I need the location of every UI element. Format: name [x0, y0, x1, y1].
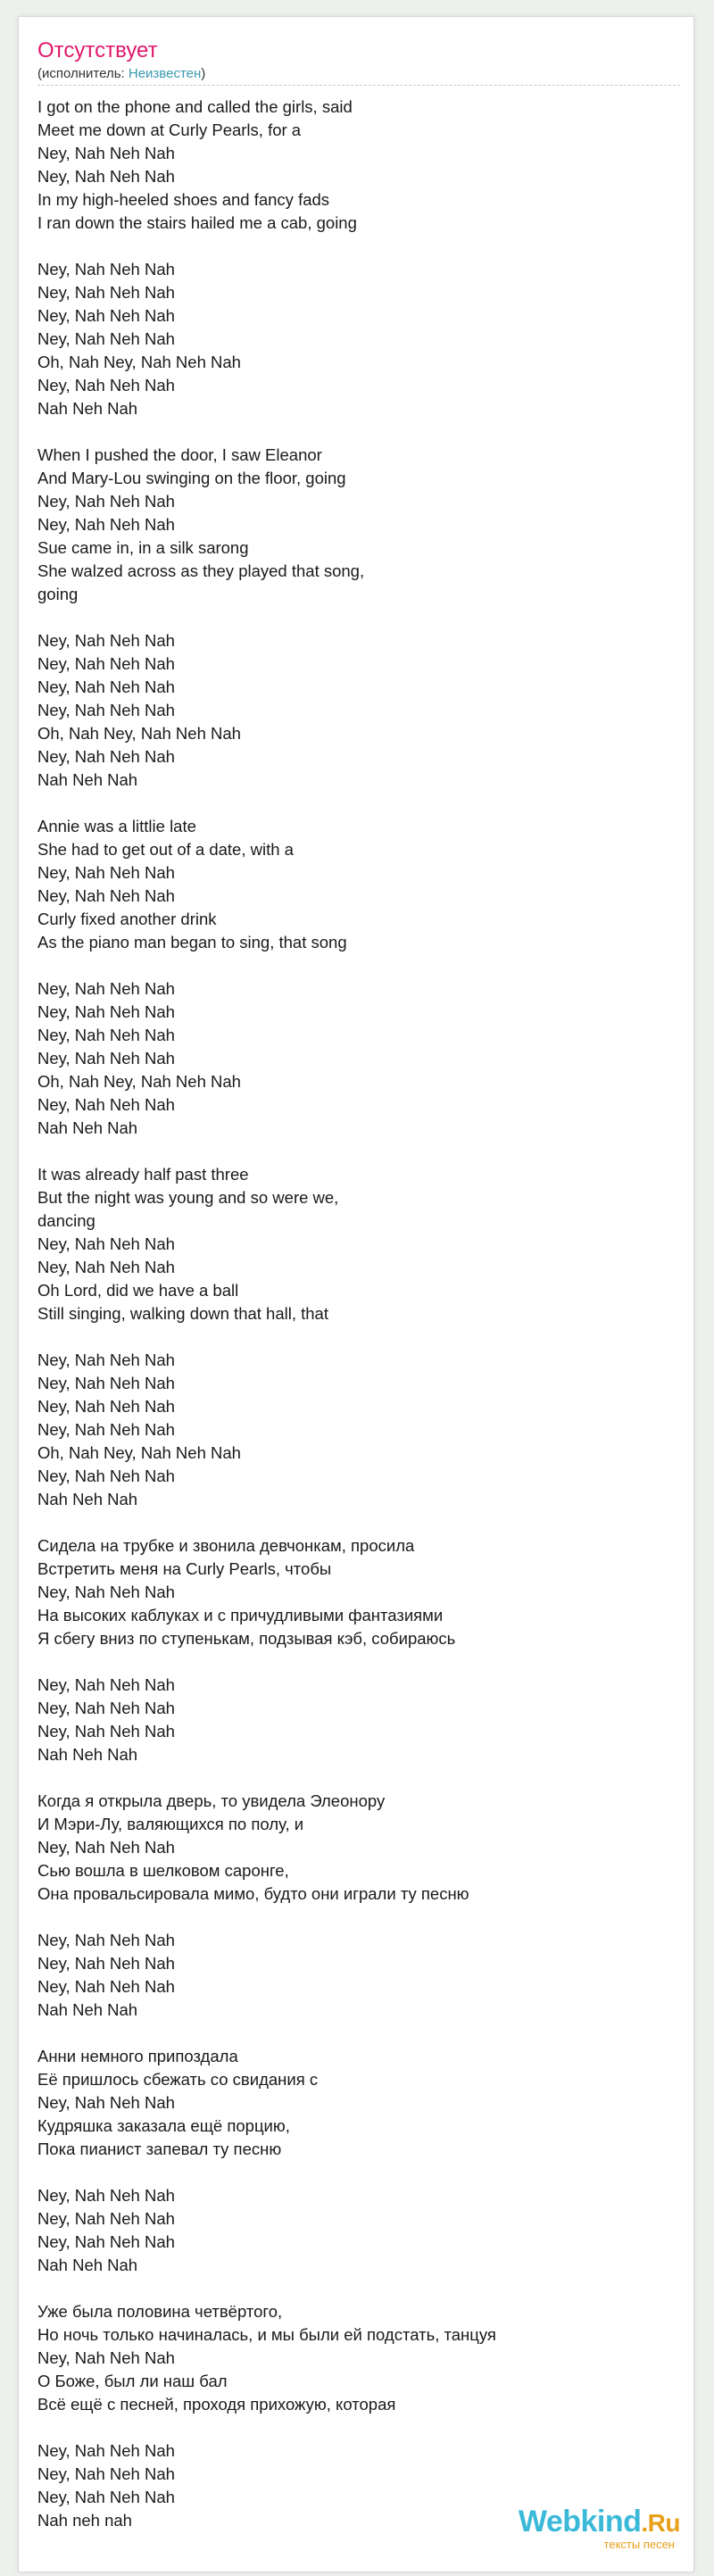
- lyric-line: Я сбегу вниз по ступенькам, подзывая кэб, собираюсь: [37, 1629, 456, 1648]
- lyric-line: Ney, Nah Neh Nah: [37, 631, 175, 650]
- lyric-line: Sue came in, in a silk sarong: [37, 538, 249, 557]
- lyric-line: Ney, Nah Neh Nah: [37, 515, 175, 534]
- stanza-break: [37, 235, 680, 258]
- lyric-line: Ney, Nah Neh Nah: [37, 1026, 175, 1044]
- lyric-line: But the night was young and so were we,: [37, 1188, 339, 1207]
- lyric-line: Ney, Nah Neh Nah: [37, 747, 175, 766]
- logo-tld: .Ru: [641, 2509, 680, 2537]
- lyric-line: I got on the phone and called the girls, said: [37, 97, 353, 116]
- artist-link[interactable]: Неизвестен: [128, 66, 202, 81]
- lyric-line: As the piano man began to sing, that song: [37, 933, 347, 951]
- lyric-line: Ney, Nah Neh Nah: [37, 1583, 175, 1601]
- stanza-break: [37, 1140, 680, 1163]
- stanza-break: [37, 1650, 680, 1674]
- lyric-line: She walzed across as they played that song,: [37, 561, 365, 580]
- lyric-line: Она провальсировала мимо, будто они играли ту песню: [37, 1884, 469, 1903]
- lyric-line: Ney, Nah Neh Nah: [37, 376, 175, 395]
- lyric-line: Ney, Nah Neh Nah: [37, 2348, 175, 2367]
- lyrics-page: [18, 16, 694, 2572]
- lyric-line: Когда я открыла дверь, то увидела Элеонору: [37, 1791, 386, 1810]
- lyric-line: Ney, Nah Neh Nah: [37, 979, 175, 998]
- lyric-line: Oh, Nah Ney, Nah Neh Nah: [37, 1443, 241, 1462]
- lyric-line: Ney, Nah Neh Nah: [37, 2186, 175, 2205]
- lyric-line: Ney, Nah Neh Nah: [37, 677, 175, 696]
- stanza-break: [37, 792, 680, 815]
- lyric-line: Ney, Nah Neh Nah: [37, 1699, 175, 1717]
- lyric-line: Ney, Nah Neh Nah: [37, 1954, 175, 1973]
- lyric-line: Ney, Nah Neh Nah: [37, 492, 175, 511]
- lyric-line: И Мэри-Лу, валяющихся по полу, и: [37, 1815, 304, 1833]
- lyric-line: Уже была половина четвёртого,: [37, 2302, 283, 2321]
- lyric-line: Meet me down at Curly Pearls, for a: [37, 120, 302, 139]
- lyric-line: Ney, Nah Neh Nah: [37, 2232, 175, 2251]
- lyric-line: When I pushed the door, I saw Eleanor: [37, 445, 322, 464]
- lyric-line: Ney, Nah Neh Nah: [37, 1049, 175, 1068]
- lyric-line: Ney, Nah Neh Nah: [37, 863, 175, 882]
- lyric-line: Ney, Nah Neh Nah: [37, 701, 175, 719]
- lyric-line: Nah Neh Nah: [37, 1745, 138, 1764]
- lyric-line: Ney, Nah Neh Nah: [37, 260, 175, 278]
- lyric-line: Ney, Nah Neh Nah: [37, 1722, 175, 1741]
- lyric-line: Ney, Nah Neh Nah: [37, 1397, 175, 1416]
- lyric-line: Ney, Nah Neh Nah: [37, 1467, 175, 1485]
- song-title: Отсутствует: [37, 38, 158, 62]
- lyric-line: Сью вошла в шелковом саронге,: [37, 1861, 289, 1880]
- logo-tagline: тексты песен: [603, 2538, 675, 2551]
- lyric-line: Ney, Nah Neh Nah: [37, 1675, 175, 1694]
- lyric-line: Встретить меня на Curly Pearls, чтобы: [37, 1559, 332, 1578]
- lyric-line: Still singing, walking down that hall, that: [37, 1304, 328, 1323]
- site-logo[interactable]: [502, 2506, 680, 2550]
- lyric-line: Всё ещё с песней, проходя прихожую, которая: [37, 2395, 396, 2414]
- logo-wordmark: [502, 2506, 680, 2537]
- lyric-line: Ney, Nah Neh Nah: [37, 283, 175, 302]
- lyric-line: Ney, Nah Neh Nah: [37, 1374, 175, 1392]
- lyric-line: Curly fixed another drink: [37, 910, 217, 928]
- lyric-line: Ney, Nah Neh Nah: [37, 1838, 175, 1857]
- lyric-line: Анни немного припоздала: [37, 2047, 238, 2065]
- lyric-line: На высоких каблуках и с причудливыми фантазиями: [37, 1606, 444, 1625]
- lyric-line: Ney, Nah Neh Nah: [37, 1095, 175, 1114]
- stanza-break: [37, 1906, 680, 1929]
- lyric-line: Ney, Nah Neh Nah: [37, 886, 175, 905]
- lyric-line: Ney, Nah Neh Nah: [37, 144, 175, 162]
- artist-line: [37, 66, 205, 82]
- lyric-line: Nah Neh Nah: [37, 1118, 138, 1137]
- lyric-line: Nah neh nah: [37, 2511, 132, 2530]
- lyric-line: Oh Lord, did we have a ball: [37, 1281, 239, 1300]
- stanza-break: [37, 420, 680, 444]
- lyric-line: Nah Neh Nah: [37, 1490, 138, 1508]
- stanza-break: [37, 2277, 680, 2300]
- lyric-line: Ney, Nah Neh Nah: [37, 306, 175, 325]
- lyric-line: Но ночь только начиналась, и мы были ей подстать, танцуя: [37, 2325, 496, 2344]
- lyric-line: Oh, Nah Ney, Nah Neh Nah: [37, 724, 241, 743]
- lyric-line: Ney, Nah Neh Nah: [37, 1931, 175, 1949]
- lyric-line: Ney, Nah Neh Nah: [37, 1420, 175, 1439]
- lyric-line: Ney, Nah Neh Nah: [37, 2488, 175, 2506]
- lyric-line: Nah Neh Nah: [37, 2256, 138, 2274]
- stanza-break: [37, 1325, 680, 1349]
- lyric-line: Её пришлось сбежать со свидания с: [37, 2070, 319, 2089]
- lyric-line: Ney, Nah Neh Nah: [37, 167, 175, 186]
- lyric-line: Nah Neh Nah: [37, 399, 138, 418]
- lyric-line: It was already half past three: [37, 1165, 249, 1184]
- lyrics-text: [37, 96, 680, 2532]
- lyric-line: Ney, Nah Neh Nah: [37, 1234, 175, 1253]
- lyric-line: Сидела на трубке и звонила девчонкам, просила: [37, 1536, 415, 1555]
- lyric-line: Ney, Nah Neh Nah: [37, 2209, 175, 2228]
- lyric-line: Nah Neh Nah: [37, 2000, 138, 2019]
- lyric-line: Ney, Nah Neh Nah: [37, 1258, 175, 1276]
- stanza-break: [37, 2161, 680, 2184]
- lyric-line: Ney, Nah Neh Nah: [37, 1977, 175, 1996]
- lyric-line: dancing: [37, 1211, 95, 1230]
- lyric-line: Annie was a littlie late: [37, 817, 196, 835]
- lyric-line: Oh, Nah Ney, Nah Neh Nah: [37, 1072, 241, 1091]
- lyric-line: О Боже, был ли наш бал: [37, 2372, 228, 2390]
- logo-name: Webkind: [518, 2505, 642, 2539]
- lyric-line: Ney, Nah Neh Nah: [37, 2464, 175, 2483]
- lyric-line: Ney, Nah Neh Nah: [37, 329, 175, 348]
- lyric-line: And Mary-Lou swinging on the floor, going: [37, 469, 346, 487]
- artist-prefix: (исполнитель:: [37, 66, 129, 81]
- lyric-line: Ney, Nah Neh Nah: [37, 1350, 175, 1369]
- lyric-line: In my high-heeled shoes and fancy fads: [37, 190, 330, 209]
- lyric-line: Oh, Nah Ney, Nah Neh Nah: [37, 353, 241, 371]
- stanza-break: [37, 606, 680, 629]
- lyric-line: Nah Neh Nah: [37, 770, 138, 789]
- stanza-break: [37, 1511, 680, 1534]
- stanza-break: [37, 954, 680, 977]
- stanza-break: [37, 2416, 680, 2439]
- divider: [37, 85, 680, 86]
- artist-suffix: ): [201, 66, 206, 81]
- lyric-line: Кудряшка заказала ещё порцию,: [37, 2116, 290, 2135]
- lyric-line: Ney, Nah Neh Nah: [37, 2093, 175, 2112]
- stanza-break: [37, 1766, 680, 1790]
- lyric-line: Ney, Nah Neh Nah: [37, 2441, 175, 2460]
- lyric-line: going: [37, 585, 79, 603]
- lyric-line: Ney, Nah Neh Nah: [37, 1002, 175, 1021]
- lyric-line: She had to get out of a date, with a: [37, 840, 294, 859]
- lyric-line: Пока пианист запевал ту песню: [37, 2140, 282, 2158]
- lyric-line: Ney, Nah Neh Nah: [37, 654, 175, 673]
- stanza-break: [37, 2022, 680, 2045]
- lyric-line: I ran down the stairs hailed me a cab, going: [37, 213, 357, 232]
